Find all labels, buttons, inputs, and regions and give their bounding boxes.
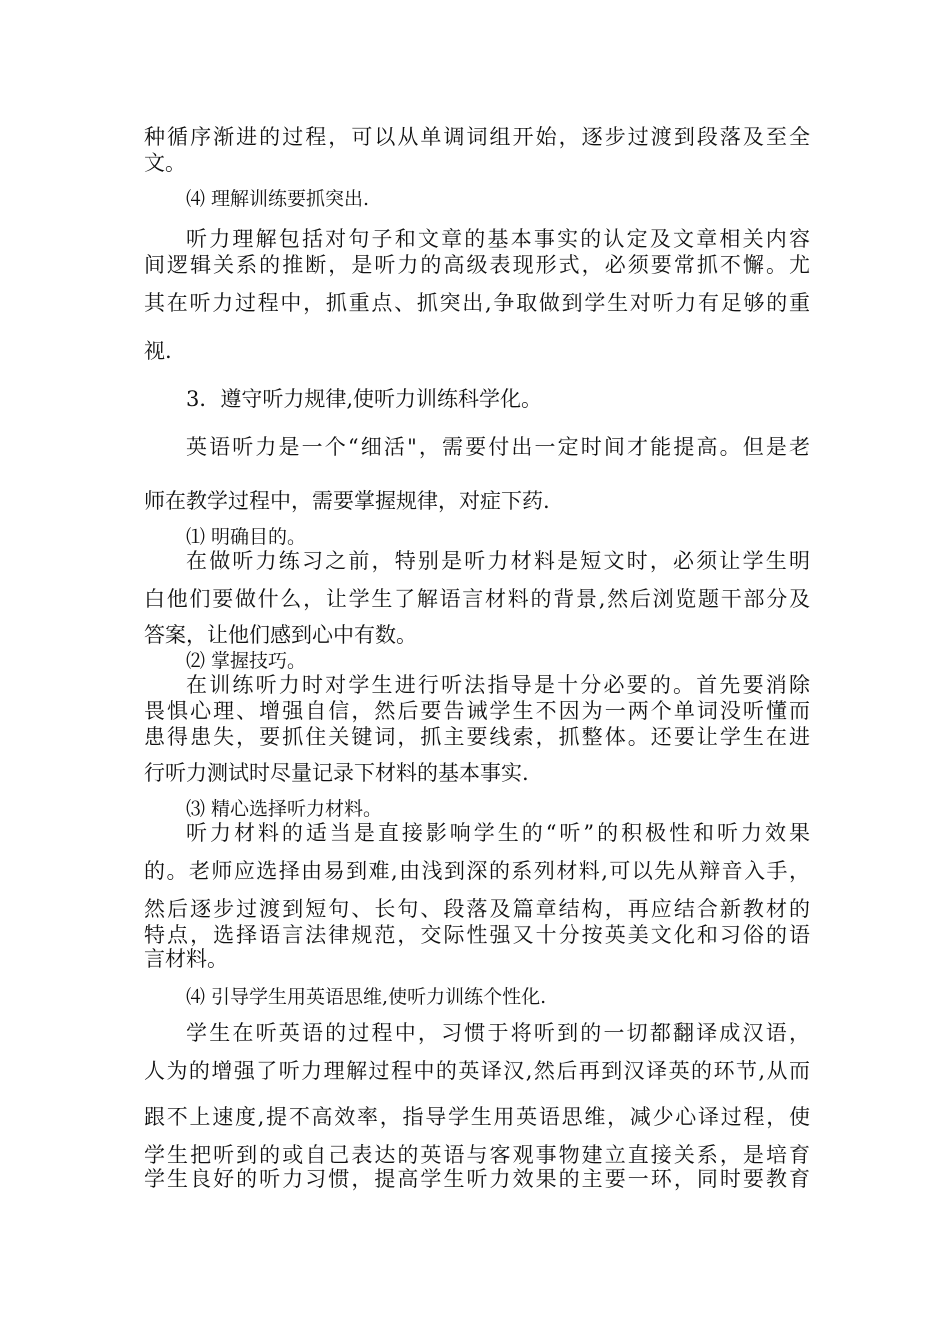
sub-heading: ⑷ 理解训练要抓突出. (186, 188, 370, 210)
text-line: 特点，选择语言法律规范，交际性强又十分按英美文化和习俗的语 (144, 923, 810, 947)
sub-heading: ⑷ 引导学生用英语思维,使听力训练个性化. (186, 986, 547, 1008)
text-line: 人为的增强了听力理解过程中的英译汉,然后再到汉译英的环节,从而 (144, 1059, 810, 1083)
sub-heading: ⑴ 明确目的。 (186, 526, 307, 548)
text-line: 视. (144, 339, 172, 363)
text-line: 答案，让他们感到心中有数。 (144, 623, 417, 647)
text-line: 言材料。 (144, 947, 228, 971)
text-line: 学生把听到的或自己表达的英语与客观事物建立直接关系，是培育 (144, 1143, 810, 1167)
text-line: 行听力测试时尽量记录下材料的基本事实. (144, 761, 529, 785)
text-line: 畏惧心理、增强自信，然后要告诫学生不因为一两个单词没听懂而 (144, 699, 810, 723)
text-line: 间逻辑关系的推断，是听力的高级表现形式，必须要常抓不懈。尤 (144, 253, 810, 277)
text-line: 跟不上速度,提不高效率，指导学生用英语思维，减少心译过程，使 (144, 1105, 810, 1129)
text-line: 在训练听力时对学生进行听法指导是十分必要的。首先要消除 (186, 673, 810, 697)
sub-heading: ⑵ 掌握技巧。 (186, 650, 307, 672)
text-line: 文。 (144, 151, 186, 175)
sub-heading: ⑶ 精心选择听力材料。 (186, 798, 383, 820)
text-line: 英语听力是一个“细活"，需要付出一定时间才能提高。但是老 (186, 435, 810, 459)
text-line: 在做听力练习之前，特别是听力材料是短文时，必须让学生明 (186, 549, 810, 573)
text-line: 听力理解包括对句子和文章的基本事实的认定及文章相关内容 (186, 227, 810, 251)
text-line: 白他们要做什么，让学生了解语言材料的背景,然后浏览题干部分及 (144, 587, 810, 611)
text-line: 师在教学过程中，需要掌握规律，对症下药. (144, 489, 550, 513)
text-line: 种循序渐进的过程，可以从单调词组开始，逐步过渡到段落及至全 (144, 125, 810, 149)
text-line: 然后逐步过渡到短句、长句、段落及篇章结构，再应结合新教材的 (144, 897, 810, 921)
text-line: 的。老师应选择由易到难,由浅到深的系列材料,可以先从辩音入手， (144, 859, 810, 883)
text-line: 学生在听英语的过程中，习惯于将听到的一切都翻译成汉语， (186, 1021, 810, 1045)
text-line: 患得患失，要抓住关键词，抓主要线索，抓整体。还要让学生在进 (144, 725, 810, 749)
text-line: 学生良好的听力习惯，提高学生听力效果的主要一环，同时要教育 (144, 1167, 810, 1191)
text-line: 听力材料的适当是直接影响学生的“听”的积极性和听力效果 (186, 821, 810, 845)
section-heading: 3．遵守听力规律,使听力训练科学化。 (186, 387, 543, 411)
text-line: 其在听力过程中，抓重点、抓突出,争取做到学生对听力有足够的重 (144, 291, 810, 315)
